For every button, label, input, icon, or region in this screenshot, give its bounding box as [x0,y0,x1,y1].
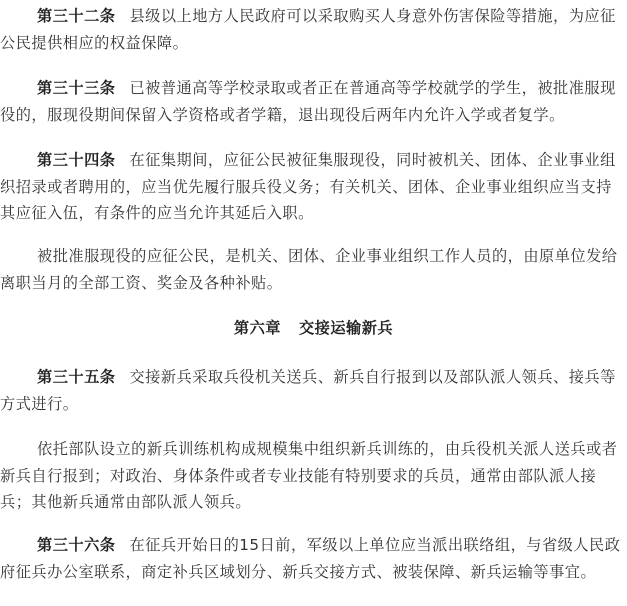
article-35-paragraph [0,364,627,417]
article-36-number: 第三十六条 [37,536,116,554]
salary-text: 被批准服现役的应征公民，是机关、团体、企业事业组织工作人员的，由原单位发给离职当月的全部工资、奖金及各种补贴。 [0,247,618,292]
training-text: 依托部队设立的新兵训练机构成规模集中组织新兵训练的，由兵役机关派人送兵或者新兵自行报到；对政治、身体条件或者专业技能有特别要求的兵员，通常由部队派人接兵；其他新兵通常由部队派人领兵。 [0,440,618,511]
training-paragraph [0,436,627,516]
article-32-number: 第三十二条 [37,7,116,25]
article-36-text: 在征兵开始日的15日前，军级以上单位应当派出联络组，与省级人民政府征兵办公室联系，商定补兵区域划分、新兵交接方式、被装保障、新兵运输等事宜。 [0,536,621,581]
article-33-number: 第三十三条 [37,79,116,97]
article-32-paragraph [0,3,627,56]
article-32-text: 县级以上地方人民政府可以采取购买人身意外伤害保险等措施，为应征公民提供相应的权益保障。 [0,7,616,52]
article-34-number: 第三十四条 [37,151,116,169]
chapter-heading [0,315,627,342]
article-36-paragraph [0,532,627,585]
article-33-paragraph [0,75,627,128]
article-35-number: 第三十五条 [37,368,116,386]
chapter-number: 第六章 [233,319,281,337]
article-34-text: 在征集期间，应征公民被征集服现役，同时被机关、团体、企业事业组织招录或者聘用的，应当优先履行服兵役义务；有关机关、团体、企业事业组织应当支持其应征入伍，有条件的应当允许其延后入职。 [0,151,616,222]
article-33-text: 已被普通高等学校录取或者正在普通高等学校就学的学生，被批准服现役的，服现役期间保留入学资格或者学籍，退出现役后两年内允许入学或者复学。 [0,79,616,124]
article-34-paragraph [0,147,627,227]
salary-paragraph [0,243,627,296]
article-35-text: 交接新兵采取兵役机关送兵、新兵自行报到以及部队派人领兵、接兵等方式进行。 [0,368,616,413]
chapter-title: 交接运输新兵 [298,319,394,337]
